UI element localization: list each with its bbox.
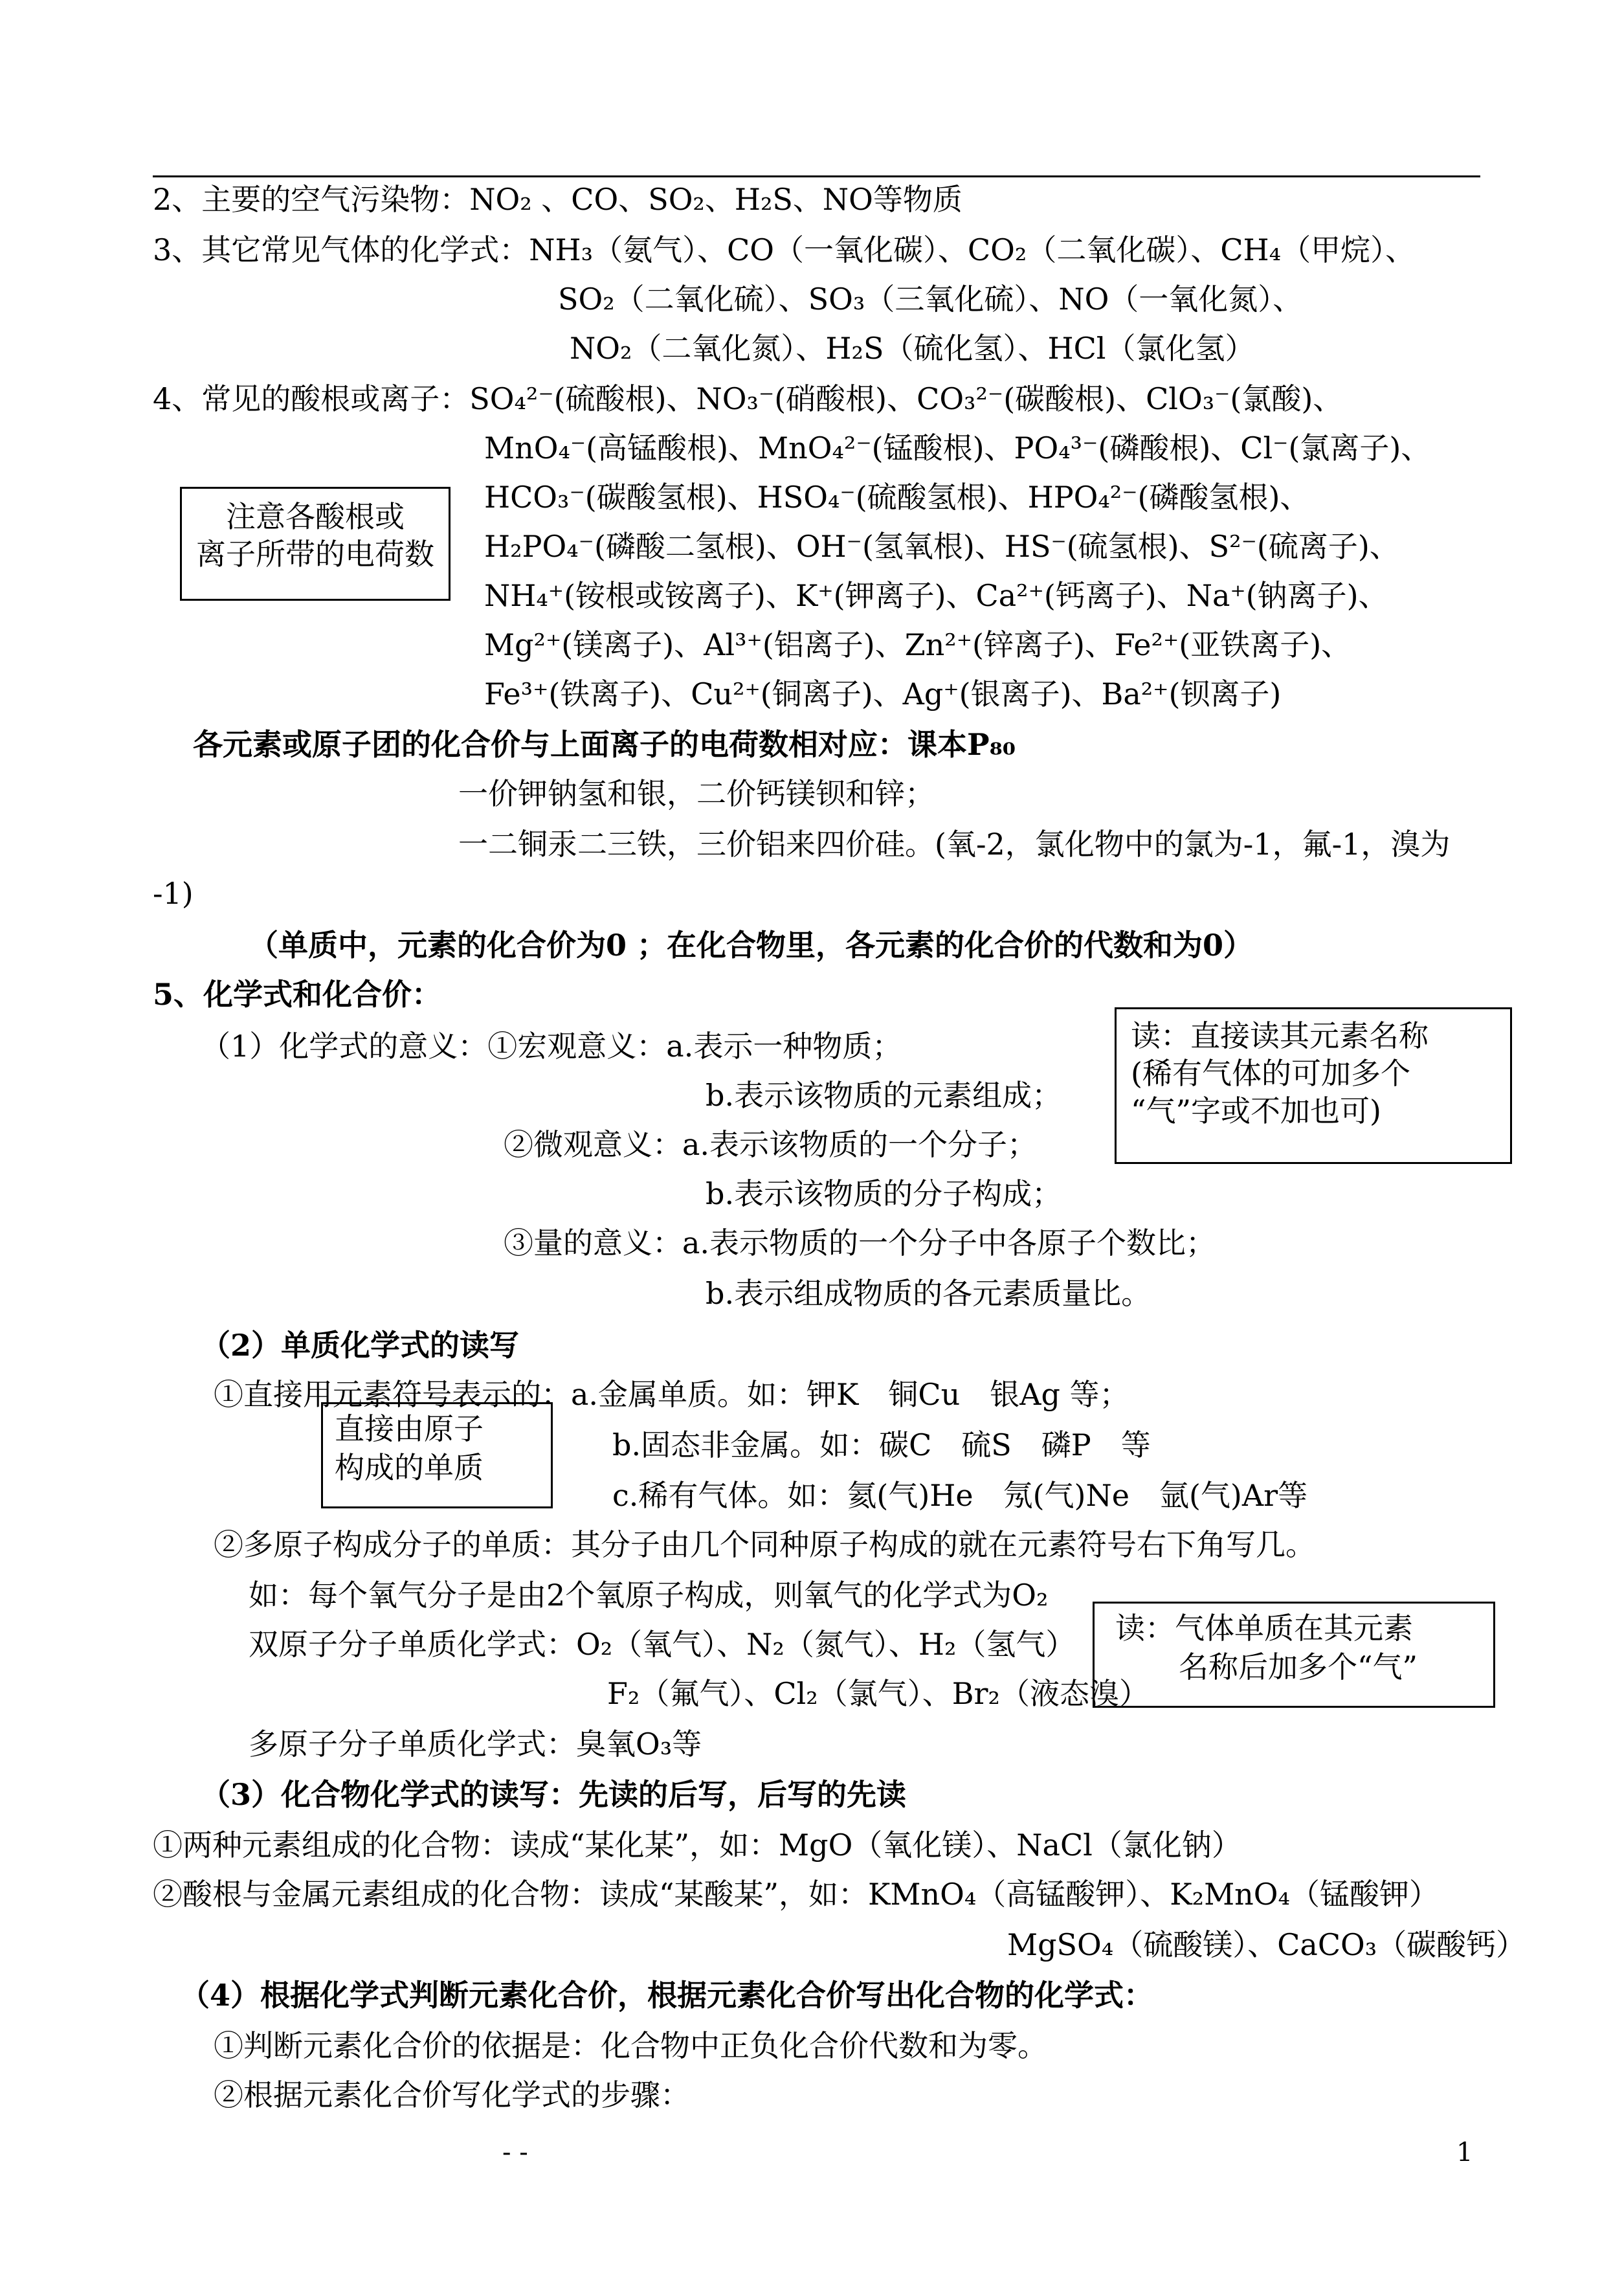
simple-substance-noble-gas: c.稀有气体。如：氦(气)He 氖(气)Ne 氩(气)Ar等 bbox=[612, 1478, 1308, 1513]
note-box-read-element-line: 读：直接读其元素名称 bbox=[1131, 1018, 1429, 1053]
valence-formula-steps: ②根据元素化合价写化学式的步骤： bbox=[214, 2077, 690, 2112]
line-common-gases-2: SO₂（二氧化硫）、SO₃（三氧化硫）、NO（一氧化氮）、 bbox=[558, 282, 1303, 317]
polyatomic-formulas: 多原子分子单质化学式：臭氧O₃等 bbox=[249, 1727, 702, 1762]
valence-judgement-heading: （4）根据化学式判断元素化合价，根据元素化合价写出化合物的化学式： bbox=[180, 1978, 1154, 2013]
formula-meaning-quant-a: ③量的意义：a.表示物质的一个分子中各原子个数比； bbox=[504, 1225, 1216, 1260]
valence-rhyme-2: 一二铜汞二三铁，三价铝来四价硅。(氧-2，氯化物中的氯为-1，氟-1，溴为 bbox=[458, 827, 1451, 862]
note-box-read-element-line: (稀有气体的可加多个 bbox=[1131, 1056, 1410, 1091]
valence-rule: （单质中，元素的化合价为0 ；在化合物里，各元素的化合价的代数和为0） bbox=[249, 928, 1254, 963]
simple-substance-heading: （2）单质化学式的读写 bbox=[201, 1328, 520, 1363]
note-box-charges bbox=[180, 487, 450, 601]
line-ions-1: MnO₄⁻(高锰酸根)、MnO₄²⁻(锰酸根)、PO₄³⁻(磷酸根)、Cl⁻(氯离子)、 bbox=[484, 431, 1431, 465]
formula-meaning-macro-a: （1）化学式的意义：①宏观意义：a.表示一种物质； bbox=[201, 1029, 902, 1064]
note-box-read-gas-line: 读：气体单质在其元素 bbox=[1115, 1611, 1413, 1646]
line-ions-2: HCO₃⁻(碳酸氢根)、HSO₄⁻(硫酸氢根)、HPO₄²⁻(磷酸氢根)、 bbox=[484, 480, 1310, 515]
line-ions-3: H₂PO₄⁻(磷酸二氢根)、OH⁻(氢氧根)、HS⁻(硫氢根)、S²⁻(硫离子)、 bbox=[484, 529, 1399, 564]
line-acid-radicals: 4、常见的酸根或离子：SO₄²⁻(硫酸根)、NO₃⁻(硝酸根)、CO₃²⁻(碳酸根)、ClO₃⁻(氯酸)、 bbox=[153, 381, 1343, 416]
formula-meaning-micro-b: b.表示该物质的分子构成； bbox=[706, 1176, 1062, 1211]
simple-substance-metal: ①直接用元素符号表示的：a.金属单质。如：钾K 铜Cu 银Ag 等； bbox=[214, 1377, 1129, 1412]
compound-acid-radical-2: MgSO₄（硫酸镁）、CaCO₃（碳酸钙） bbox=[1007, 1927, 1526, 1962]
note-box-atomic-substance-line: 构成的单质 bbox=[335, 1450, 484, 1485]
valence-heading: 各元素或原子团的化合价与上面离子的电荷数相对应：课本P₈₀ bbox=[193, 727, 1016, 762]
footer-marks: - - bbox=[502, 2138, 528, 2167]
oxygen-example: 如：每个氧气分子是由2个氧原子构成，则氧气的化学式为O₂ bbox=[249, 1578, 1049, 1613]
compound-acid-radical: ②酸根与金属元素组成的化合物：读成“某酸某”，如：KMnO₄（高锰酸钾）、K₂MnO₄（锰酸钾） bbox=[153, 1877, 1439, 1912]
valence-judgement-basis: ①判断元素化合价的依据是：化合物中正负化合价代数和为零。 bbox=[214, 2028, 1047, 2063]
formula-meaning-quant-b: b.表示组成物质的各元素质量比。 bbox=[706, 1276, 1151, 1311]
line-ions-6: Fe³⁺(铁离子)、Cu²⁺(铜离子)、Ag⁺(银离子)、Ba²⁺(钡离子) bbox=[484, 677, 1282, 711]
note-box-atomic-substance-line: 直接由原子 bbox=[335, 1411, 484, 1446]
compound-binary: ①两种元素组成的化合物：读成“某化某”，如：MgO（氧化镁）、NaCl（氯化钠） bbox=[153, 1828, 1241, 1862]
compound-heading: （3）化合物化学式的读写：先读的后写，后写的先读 bbox=[201, 1777, 907, 1812]
section-5-heading: 5、化学式和化合价： bbox=[153, 977, 442, 1012]
polyatomic-substance: ②多原子构成分子的单质：其分子由几个同种原子构成的就在元素符号右下角写几。 bbox=[214, 1527, 1315, 1562]
diatomic-formulas-2: F₂（氟气）、Cl₂（氯气）、Br₂（液态溴） bbox=[607, 1676, 1149, 1711]
simple-substance-nonmetal: b.固态非金属。如：碳C 硫S 磷P 等 bbox=[612, 1427, 1151, 1462]
note-box-read-gas-line: 名称后加多个“气” bbox=[1179, 1650, 1418, 1684]
note-box-read-gas bbox=[1093, 1602, 1495, 1708]
note-box-read-element-line: “气”字或不加也可) bbox=[1131, 1093, 1381, 1128]
note-box-read-element bbox=[1115, 1007, 1512, 1164]
note-box-charges-line: 离子所带的电荷数 bbox=[196, 537, 434, 572]
note-box-atomic-substance bbox=[321, 1402, 553, 1508]
line-ions-4: NH₄⁺(铵根或铵离子)、K⁺(钾离子)、Ca²⁺(钙离子)、Na⁺(钠离子)、 bbox=[484, 578, 1388, 613]
formula-meaning-macro-b: b.表示该物质的元素组成； bbox=[706, 1078, 1062, 1113]
line-common-gases: 3、其它常见气体的化学式：NH₃（氨气）、CO（一氧化碳）、CO₂（二氧化碳）、CH₄（甲烷）、 bbox=[153, 232, 1416, 267]
valence-rhyme-2-cont: -1) bbox=[153, 876, 194, 911]
line-ions-5: Mg²⁺(镁离子)、Al³⁺(铝离子)、Zn²⁺(锌离子)、Fe²⁺(亚铁离子)、 bbox=[484, 627, 1351, 662]
line-common-gases-3: NO₂（二氧化氮）、H₂S（硫化氢）、HCl（氯化氢） bbox=[570, 331, 1255, 366]
top-rule bbox=[153, 175, 1480, 177]
note-box-charges-line: 注意各酸根或 bbox=[226, 499, 405, 534]
diatomic-formulas-1: 双原子分子单质化学式：O₂（氧气）、N₂（氮气）、H₂（氢气） bbox=[249, 1627, 1076, 1662]
valence-rhyme-1: 一价钾钠氢和银，二价钙镁钡和锌； bbox=[458, 776, 935, 811]
formula-meaning-micro-a: ②微观意义：a.表示该物质的一个分子； bbox=[504, 1127, 1038, 1162]
page-number: 1 bbox=[1456, 2138, 1473, 2167]
line-air-pollutants: 2、主要的空气污染物：NO₂ 、CO、SO₂、H₂S、NO等物质 bbox=[153, 182, 962, 217]
